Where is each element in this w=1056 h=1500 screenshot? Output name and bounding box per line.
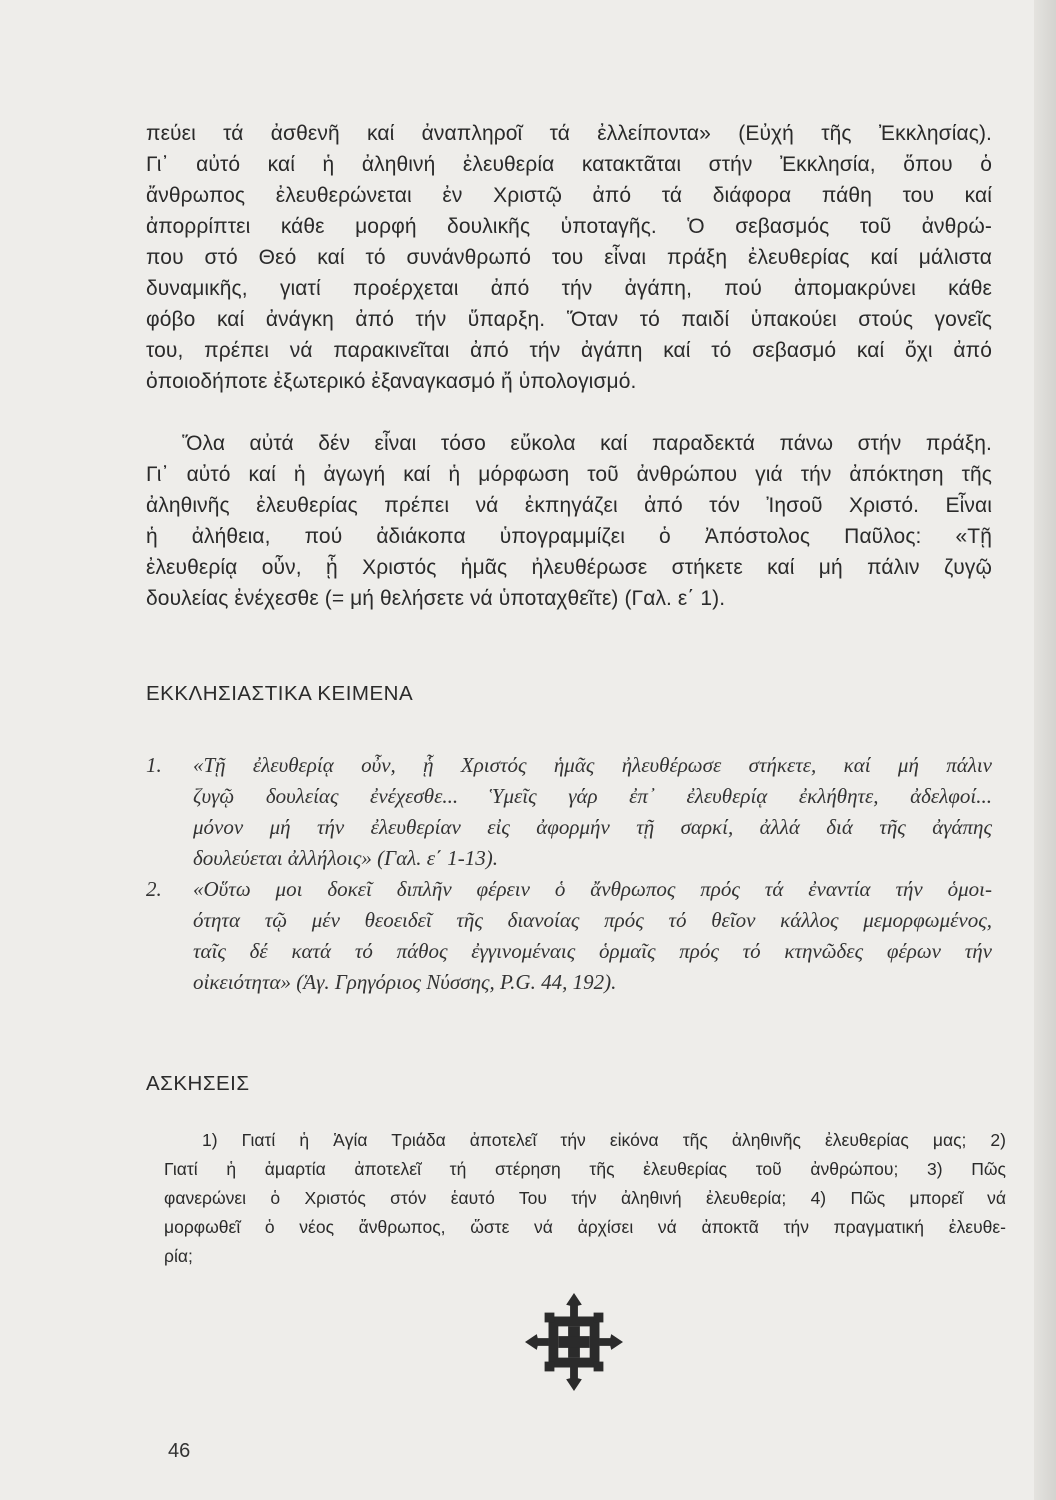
text-line: ἀληθινῆς ἐλευθερίας πρέπει νά ἐκπηγάζει ἀπό τόν Ἰησοῦ Χριστό. Εἶναι <box>146 494 992 517</box>
quote-line: ότητα τῷ μέν θεοειδεῖ τῆς διανοίας πρός τό θεῖον κάλλος μεμορφωμένος, <box>193 908 992 932</box>
exercise-line: ρία; <box>164 1246 193 1266</box>
text-line: που στό Θεό καί τό συνάνθρωπό του εἶναι πράξη ἐλευθερίας καί μάλιστα <box>146 246 992 269</box>
quote-line: «Τῇ ἐλευθερίᾳ οὖν, ᾗ Χριστός ἡμᾶς ἠλευθέρωσε στήκετε, καί μή πάλιν <box>193 753 992 777</box>
cross-ornament-icon <box>525 1293 623 1391</box>
exercise-line: Γιατί ἡ ἁμαρτία ἀποτελεῖ τή στέρηση τῆς ἐλευθερίας τοῦ ἀνθρώπου; 3) Πῶς <box>164 1159 1006 1179</box>
exercises-paragraph <box>164 1126 1006 1271</box>
text-line: του, πρέπει νά παρακινεῖται ἀπό τήν ἀγάπη καί τό σεβασμό καί ὄχι ἀπό <box>146 339 992 362</box>
quote-line: μόνον μή τήν ἐλευθερίαν εἰς ἀφορμήν τῇ σαρκί, ἀλλά διά τῆς ἀγάπης <box>193 815 992 839</box>
quote-line: οἰκειότητα» (Ἁγ. Γρηγόριος Νύσσης, P.G. 44, 192). <box>193 970 617 994</box>
quote-line: ζυγῷ δουλείας ἐνέχεσθε... Ὑμεῖς γάρ ἐπ᾽ ἐλευθερίᾳ ἐκλήθητε, ἀδελφοί... <box>193 784 992 808</box>
page-number: 46 <box>168 1440 191 1462</box>
section-heading-texts: ΕΚΚΛΗΣΙΑΣΤΙΚΑ ΚΕΙΜΕΝΑ <box>146 682 414 705</box>
quote-number: 2. <box>146 877 162 901</box>
section-heading-exercises: ΑΣΚΗΣΕΙΣ <box>146 1072 250 1095</box>
text-line: Γι᾽ αὐτό καί ἡ ἀγωγή καί ἡ μόρφωση τοῦ ἀνθρώπου γιά τήν ἀπόκτηση τῆς <box>146 463 992 486</box>
page-edge-shadow <box>1034 0 1056 1500</box>
quote-item <box>146 874 992 998</box>
text-line: δυναμικῆς, γιατί προέρχεται ἀπό τήν ἀγάπη, πού ἀπομακρύνει κάθε <box>146 277 992 300</box>
quote-line: δουλεύεται ἀλλήλοις» (Γαλ. ε΄ 1-13). <box>193 846 498 870</box>
quote-line: ταῖς δέ κατά τό πάθος ἐγγινομέναις ὁρμαῖς πρός τό κτηνῶδες φέρων τήν <box>193 939 992 963</box>
quotes-list <box>146 750 992 998</box>
text-line: Γι᾽ αὐτό καί ἡ ἀληθινή ἐλευθερία κατακτᾶται στήν Ἐκκλησία, ὅπου ὁ <box>146 153 992 176</box>
quote-item <box>146 750 992 874</box>
quote-line: «Οὕτω μοι δοκεῖ διπλῆν φέρειν ὁ ἄνθρωπος πρός τά ἐναντία τήν ὁμοι- <box>193 877 992 901</box>
text-line: ἄνθρωπος ἐλευθερώνεται ἐν Χριστῷ ἀπό τά διάφορα πάθη του καί <box>146 184 992 207</box>
body-paragraph-2 <box>146 428 992 614</box>
text-line: πεύει τά ἀσθενῆ καί ἀναπληροῖ τά ἐλλείποντα» (Εὐχή τῆς Ἐκκλησίας). <box>146 122 992 145</box>
text-line: ἐλευθερίᾳ οὖν, ᾗ Χριστός ἡμᾶς ἠλευθέρωσε στήκετε καί μή πάλιν ζυγῷ <box>146 556 992 579</box>
text-line: δουλείας ἐνέχεσθε (= μή θελήσετε νά ὑποταχθεῖτε) (Γαλ. ε΄ 1). <box>146 587 726 610</box>
text-line: φόβο καί ἀνάγκη ἀπό τήν ὕπαρξη. Ὅταν τό παιδί ὑπακούει στούς γονεῖς <box>146 308 992 331</box>
exercise-line: 1) Γιατί ἡ Ἁγία Τριάδα ἀποτελεῖ τήν εἰκόνα τῆς ἀληθινῆς ἐλευθερίας μας; 2) <box>202 1130 1006 1150</box>
exercise-line: φανερώνει ὁ Χριστός στόν ἑαυτό Του τήν ἀληθινή ἐλευθερία; 4) Πῶς μπορεῖ νά <box>164 1188 1006 1208</box>
text-line: ἀπορρίπτει κάθε μορφή δουλικῆς ὑποταγῆς. Ὁ σεβασμός τοῦ ἀνθρώ- <box>146 215 992 238</box>
quote-number: 1. <box>146 753 162 777</box>
exercise-line: μορφωθεῖ ὁ νέος ἄνθρωπος, ὥστε νά ἀρχίσει νά ἀποκτᾶ τήν πραγματική ἐλευθε- <box>164 1217 1006 1237</box>
text-line: ἡ ἀλήθεια, πού ἀδιάκοπα ὑπογραμμίζει ὁ Ἀπόστολος Παῦλος: «Τῇ <box>146 525 992 548</box>
body-paragraph-1 <box>146 118 992 397</box>
text-line: Ὅλα αὐτά δέν εἶναι τόσο εὔκολα καί παραδεκτά πάνω στήν πράξη. <box>182 432 992 455</box>
text-line: ὁποιοδήποτε ἐξωτερικό ἐξαναγκασμό ἤ ὑπολογισμό. <box>146 370 637 393</box>
